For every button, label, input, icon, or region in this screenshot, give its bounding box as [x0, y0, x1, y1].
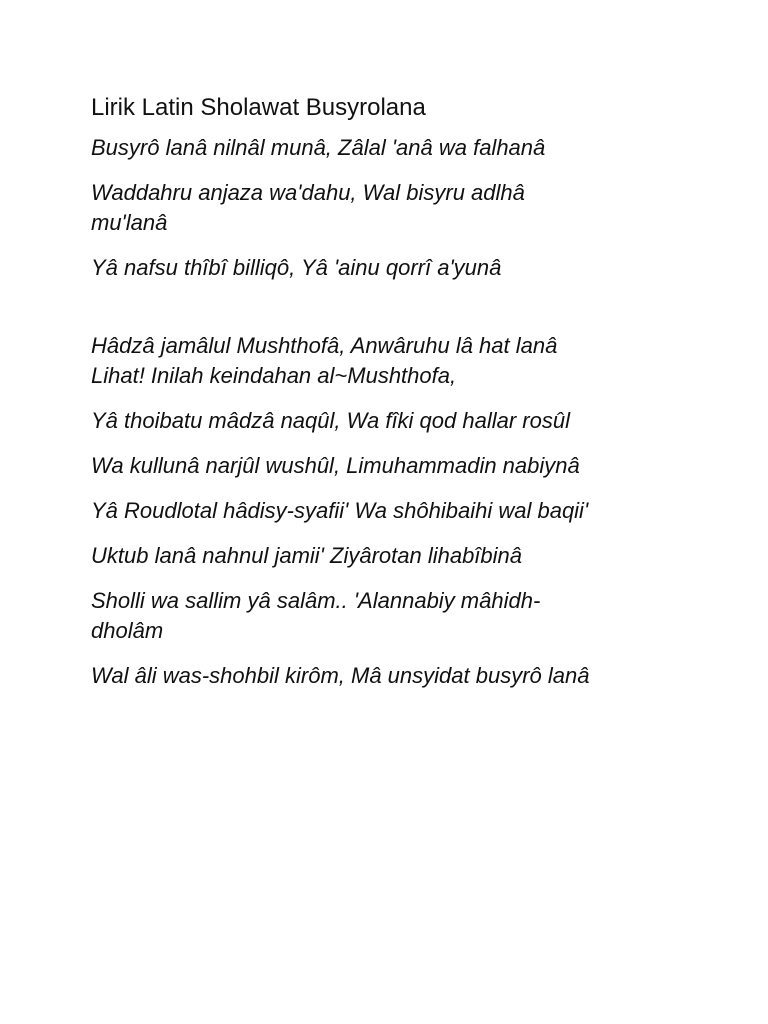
lyric-line: Waddahru anjaza wa'dahu, Wal bisyru adlhâ: [91, 180, 525, 205]
lyric-paragraph: [91, 451, 681, 481]
lyric-paragraph: [91, 586, 681, 646]
lyric-line: Yâ thoibatu mâdzâ naqûl, Wa fîki qod hallar rosûl: [91, 408, 570, 433]
lyric-line: Yâ Roudlotal hâdisy-syafii' Wa shôhibaihi wal baqii': [91, 498, 589, 523]
document-page: [91, 92, 681, 706]
lyric-paragraph: [91, 331, 681, 391]
lyric-paragraph: [91, 253, 681, 283]
lyric-paragraph: [91, 406, 681, 436]
lyric-line: Uktub lanâ nahnul jamii' Ziyârotan lihabîbinâ: [91, 543, 523, 568]
lyric-paragraph: [91, 133, 681, 163]
lyric-paragraph: [91, 661, 681, 691]
lyric-translation-line: Lihat! Inilah keindahan al~Mushthofa,: [91, 363, 457, 388]
document-title: Lirik Latin Sholawat Busyrolana: [91, 94, 426, 121]
lyric-line: dholâm: [91, 618, 164, 643]
lyric-paragraph: [91, 541, 681, 571]
lyric-line: Busyrô lanâ nilnâl munâ, Zâlal 'anâ wa falhanâ: [91, 135, 546, 160]
lyric-paragraph: [91, 178, 681, 238]
lyric-line: Wa kullunâ narjûl wushûl, Limuhammadin nabiynâ: [91, 453, 580, 478]
lyric-line: Yâ nafsu thîbî billiqô, Yâ 'ainu qorrî a'yunâ: [91, 255, 502, 280]
lyric-line: Sholli wa sallim yâ salâm.. 'Alannabiy mâhidh-: [91, 588, 541, 613]
lyric-line: mu'lanâ: [91, 210, 168, 235]
lyric-line: Hâdzâ jamâlul Mushthofâ, Anwâruhu lâ hat lanâ: [91, 333, 558, 358]
lyric-paragraph: [91, 496, 681, 526]
lyric-line: Wal âli was-shohbil kirôm, Mâ unsyidat busyrô lanâ: [91, 663, 590, 688]
